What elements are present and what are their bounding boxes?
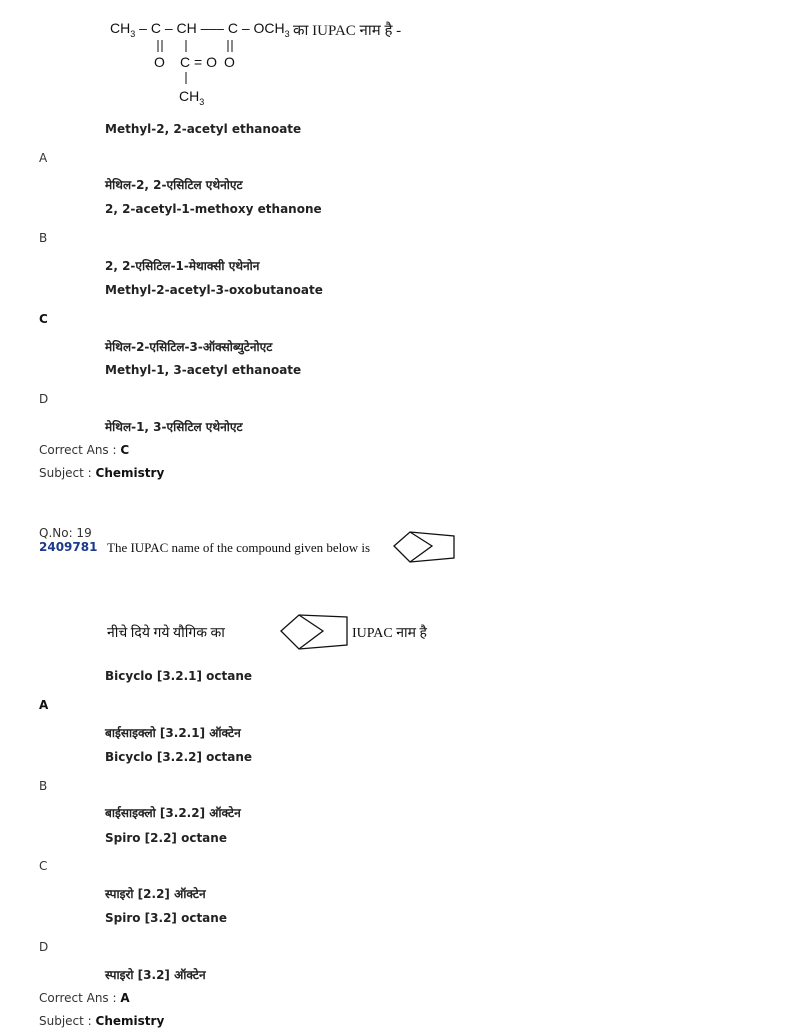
q19-number: Q.No: 19 bbox=[39, 526, 92, 540]
q19-subject: Subject : Chemistry bbox=[39, 1014, 165, 1028]
q19-option-c-hi: स्पाइरो [2.2] ऑक्टेन bbox=[105, 887, 206, 901]
q19-question-id: 2409781 bbox=[39, 540, 98, 554]
q19-question-en: The IUPAC name of the compound given below is bbox=[107, 540, 371, 555]
q19-option-a-letter[interactable]: A bbox=[39, 698, 49, 712]
structure-hindi-caption: का IUPAC नाम है - bbox=[293, 23, 402, 39]
q19-option-d-hi: स्पाइरो [3.2] ऑक्टेन bbox=[105, 968, 206, 982]
q18-option-a-letter[interactable]: A bbox=[39, 151, 48, 165]
q19-option-b-en: Bicyclo [3.2.2] octane bbox=[105, 750, 253, 764]
q19-option-c-letter[interactable]: C bbox=[39, 859, 48, 873]
structure-o-left: O bbox=[154, 54, 165, 70]
bicyclo-structure-icon-hi bbox=[279, 611, 351, 653]
q18-option-d-en: Methyl-1, 3-acetyl ethanoate bbox=[105, 363, 302, 377]
q19-option-c-en: Spiro [2.2] octane bbox=[105, 831, 227, 845]
q18-option-b-en: 2, 2-acetyl-1-methoxy ethanone bbox=[105, 202, 322, 216]
q19-option-a-hi: बाईसाइक्लो [3.2.1] ऑक्टेन bbox=[105, 726, 241, 740]
q18-option-c-en: Methyl-2-acetyl-3-oxobutanoate bbox=[105, 283, 323, 297]
structure-c-eq-o: C = O bbox=[180, 54, 217, 70]
structure-o-right: O bbox=[224, 54, 235, 70]
q19-option-a-en: Bicyclo [3.2.1] octane bbox=[105, 669, 253, 683]
q18-option-b-hi: 2, 2-एसिटिल-1-मेथाक्सी एथेनोन bbox=[105, 259, 260, 273]
bicyclo-structure-icon bbox=[392, 528, 458, 566]
q18-subject: Subject : Chemistry bbox=[39, 466, 165, 480]
q18-option-a-en: Methyl-2, 2-acetyl ethanoate bbox=[105, 122, 302, 136]
structure-main-chain: $CH_3$ – C – CH ––– C – $OCH_3$ bbox=[110, 20, 290, 39]
q19-correct-answer: Correct Ans : A bbox=[39, 991, 130, 1005]
q18-option-d-hi: मेथिल-1, 3-एसिटिल एथेनोएट bbox=[105, 420, 243, 434]
q18-option-a-hi: मेथिल-2, 2-एसिटिल एथेनोएट bbox=[105, 178, 243, 192]
q18-correct-answer: Correct Ans : C bbox=[39, 443, 130, 457]
q19-question-hi-post: IUPAC नाम है bbox=[352, 626, 427, 641]
q19-option-b-hi: बाईसाइक्लो [3.2.2] ऑक्टेन bbox=[105, 806, 241, 820]
q19-question-hi: नीचे दिये गये यौगिक का bbox=[107, 626, 225, 641]
q18-option-b-letter[interactable]: B bbox=[39, 231, 48, 245]
q19-option-d-letter[interactable]: D bbox=[39, 940, 49, 954]
q19-option-b-letter[interactable]: B bbox=[39, 779, 48, 793]
q19-option-d-en: Spiro [3.2] octane bbox=[105, 911, 227, 925]
q18-option-d-letter[interactable]: D bbox=[39, 392, 49, 406]
q18-option-c-letter[interactable]: C bbox=[39, 312, 48, 326]
q18-option-c-hi: मेथिल-2-एसिटिल-3-ऑक्सोब्युटेनोएट bbox=[105, 340, 273, 354]
structure-ch3-bottom: $CH_3$ bbox=[179, 88, 205, 107]
